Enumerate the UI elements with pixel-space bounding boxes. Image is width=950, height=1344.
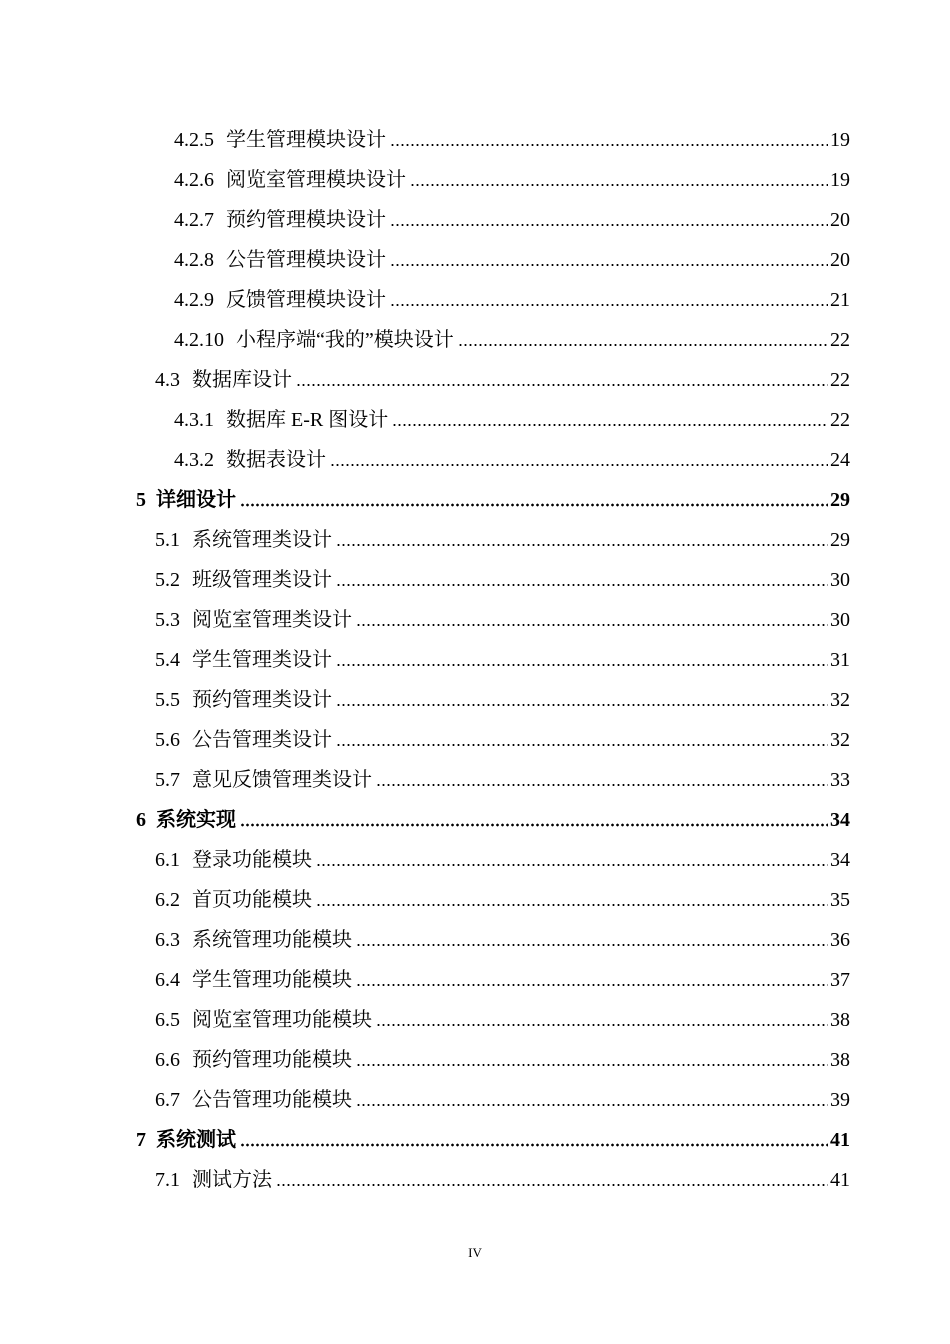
toc-entry-page: 22 — [830, 329, 850, 351]
toc-entry-number: 5.7 — [155, 769, 180, 791]
toc-entry-page: 34 — [830, 809, 850, 831]
toc-entry-page: 29 — [830, 529, 850, 551]
toc-dot-leader — [316, 894, 828, 907]
toc-entry-number: 4.3.2 — [174, 449, 214, 471]
toc-entry-title: 数据库设计 — [192, 369, 292, 391]
toc-entry-title: 反馈管理模块设计 — [226, 289, 386, 311]
toc-entry-page: 30 — [830, 609, 850, 631]
toc-entry[interactable] — [174, 120, 850, 160]
toc-entry-page: 37 — [830, 969, 850, 991]
toc-entry[interactable] — [155, 960, 850, 1000]
toc-entry-page: 32 — [830, 729, 850, 751]
toc-dot-leader — [392, 414, 828, 427]
toc-entry[interactable] — [155, 1160, 850, 1200]
toc-dot-leader — [356, 1054, 828, 1067]
toc-entry-page: 30 — [830, 569, 850, 591]
toc-entry[interactable] — [155, 720, 850, 760]
toc-entry-number: 6.3 — [155, 929, 180, 951]
toc-dot-leader — [410, 174, 828, 187]
toc-entry-number: 4.3 — [155, 369, 180, 391]
toc-entry-title: 学生管理功能模块 — [192, 969, 352, 991]
toc-dot-leader — [240, 494, 828, 507]
toc-entry-title: 数据表设计 — [226, 449, 326, 471]
toc-entry-title: 学生管理模块设计 — [226, 129, 386, 151]
toc-entry-title: 系统实现 — [156, 809, 236, 831]
toc-entry[interactable] — [174, 200, 850, 240]
toc-entry-page: 39 — [830, 1089, 850, 1111]
toc-entry-number: 4.2.5 — [174, 129, 214, 151]
toc-entry-page: 35 — [830, 889, 850, 911]
toc-entry[interactable] — [174, 280, 850, 320]
toc-entry[interactable] — [174, 160, 850, 200]
toc-dot-leader — [356, 974, 828, 987]
toc-entry[interactable] — [155, 640, 850, 680]
toc-entry-number: 6 — [136, 809, 146, 831]
toc-entry-title: 公告管理功能模块 — [192, 1089, 352, 1111]
toc-entry-title: 班级管理类设计 — [192, 569, 332, 591]
toc-entry[interactable] — [136, 1120, 850, 1160]
toc-entry[interactable] — [155, 920, 850, 960]
toc-dot-leader — [336, 534, 828, 547]
toc-entry-number: 4.2.9 — [174, 289, 214, 311]
toc-entry-title: 登录功能模块 — [192, 849, 312, 871]
toc-entry[interactable] — [136, 800, 850, 840]
toc-entry-title: 意见反馈管理类设计 — [192, 769, 372, 791]
toc-entry[interactable] — [155, 880, 850, 920]
toc-dot-leader — [390, 214, 828, 227]
toc-entry-page: 24 — [830, 449, 850, 471]
toc-entry-number: 6.5 — [155, 1009, 180, 1031]
toc-entry-page: 32 — [830, 689, 850, 711]
toc-entry-title: 公告管理模块设计 — [226, 249, 386, 271]
toc-entry-page: 41 — [830, 1129, 850, 1151]
toc-entry-number: 4.2.10 — [174, 329, 224, 351]
toc-dot-leader — [296, 374, 828, 387]
toc-entry-page: 36 — [830, 929, 850, 951]
toc-entry[interactable] — [155, 1040, 850, 1080]
toc-entry[interactable] — [174, 320, 850, 360]
toc-entry-number: 4.2.8 — [174, 249, 214, 271]
toc-entry-title: 预约管理功能模块 — [192, 1049, 352, 1071]
toc-entry-number: 4.2.6 — [174, 169, 214, 191]
toc-dot-leader — [336, 574, 828, 587]
toc-entry-title: 学生管理类设计 — [192, 649, 332, 671]
toc-entry-page: 33 — [830, 769, 850, 791]
toc-entry-page: 20 — [830, 249, 850, 271]
toc-entry-title: 系统测试 — [156, 1129, 236, 1151]
toc-entry-number: 7 — [136, 1129, 146, 1151]
toc-dot-leader — [240, 1134, 828, 1147]
toc-entry-title: 小程序端“我的”模块设计 — [236, 329, 454, 351]
toc-entry[interactable] — [155, 1000, 850, 1040]
toc-entry[interactable] — [174, 400, 850, 440]
toc-dot-leader — [390, 254, 828, 267]
toc-entry[interactable] — [155, 520, 850, 560]
toc-entry-page: 31 — [830, 649, 850, 671]
toc-entry[interactable] — [155, 360, 850, 400]
toc-entry-number: 5.3 — [155, 609, 180, 631]
toc-dot-leader — [336, 734, 828, 747]
toc-entry-title: 公告管理类设计 — [192, 729, 332, 751]
toc-entry-number: 5.4 — [155, 649, 180, 671]
toc-dot-leader — [336, 654, 828, 667]
toc-entry-number: 6.4 — [155, 969, 180, 991]
toc-entry[interactable] — [155, 560, 850, 600]
toc-entry-title: 预约管理类设计 — [192, 689, 332, 711]
toc-entry-title: 阅览室管理类设计 — [192, 609, 352, 631]
toc-entry-title: 预约管理模块设计 — [226, 209, 386, 231]
toc-entry[interactable] — [174, 440, 850, 480]
toc-dot-leader — [356, 1094, 828, 1107]
toc-dot-leader — [356, 614, 828, 627]
toc-entry-page: 22 — [830, 409, 850, 431]
toc-dot-leader — [336, 694, 828, 707]
toc-dot-leader — [458, 334, 828, 347]
toc-entry-number: 5 — [136, 489, 146, 511]
toc-entry-title: 详细设计 — [156, 489, 236, 511]
toc-dot-leader — [390, 294, 828, 307]
toc-entry-page: 29 — [830, 489, 850, 511]
toc-entry[interactable] — [174, 240, 850, 280]
toc-entry-title: 首页功能模块 — [192, 889, 312, 911]
toc-entry-number: 6.7 — [155, 1089, 180, 1111]
toc-dot-leader — [316, 854, 828, 867]
toc-entry-page: 38 — [830, 1049, 850, 1071]
toc-entry[interactable] — [155, 760, 850, 800]
toc-entry-number: 6.2 — [155, 889, 180, 911]
toc-entry-number: 5.6 — [155, 729, 180, 751]
toc-entry-number: 6.1 — [155, 849, 180, 871]
toc-dot-leader — [376, 1014, 828, 1027]
toc-dot-leader — [276, 1174, 828, 1187]
toc-entry-title: 数据库 E-R 图设计 — [226, 409, 389, 431]
toc-entry-page: 19 — [830, 129, 850, 151]
toc-entry-number: 5.2 — [155, 569, 180, 591]
toc-dot-leader — [356, 934, 828, 947]
toc-entry-page: 20 — [830, 209, 850, 231]
toc-entry[interactable] — [155, 840, 850, 880]
toc-entry-page: 19 — [830, 169, 850, 191]
toc-entry-title: 阅览室管理模块设计 — [226, 169, 406, 191]
toc-entry-number: 7.1 — [155, 1169, 180, 1191]
toc-dot-leader — [390, 134, 828, 147]
page-number: IV — [468, 1245, 482, 1260]
toc-dot-leader — [240, 814, 828, 827]
toc-entry-page: 34 — [830, 849, 850, 871]
toc-entry[interactable] — [155, 680, 850, 720]
toc-entry-number: 5.1 — [155, 529, 180, 551]
toc-entry[interactable] — [155, 600, 850, 640]
toc-entry-number: 4.3.1 — [174, 409, 214, 431]
toc-entry-title: 系统管理类设计 — [192, 529, 332, 551]
toc-entry-title: 系统管理功能模块 — [192, 929, 352, 951]
toc-entry-title: 测试方法 — [192, 1169, 272, 1191]
toc-dot-leader — [376, 774, 828, 787]
toc-entry-page: 38 — [830, 1009, 850, 1031]
toc-entry-number: 6.6 — [155, 1049, 180, 1071]
toc-entry[interactable] — [136, 480, 850, 520]
toc-dot-leader — [330, 454, 828, 467]
toc-entry-number: 4.2.7 — [174, 209, 214, 231]
toc-entry-title: 阅览室管理功能模块 — [192, 1009, 372, 1031]
toc-entry-page: 41 — [830, 1169, 850, 1191]
toc-entry-page: 21 — [830, 289, 850, 311]
toc-entry[interactable] — [155, 1080, 850, 1120]
toc-entry-page: 22 — [830, 369, 850, 391]
toc-entry-number: 5.5 — [155, 689, 180, 711]
